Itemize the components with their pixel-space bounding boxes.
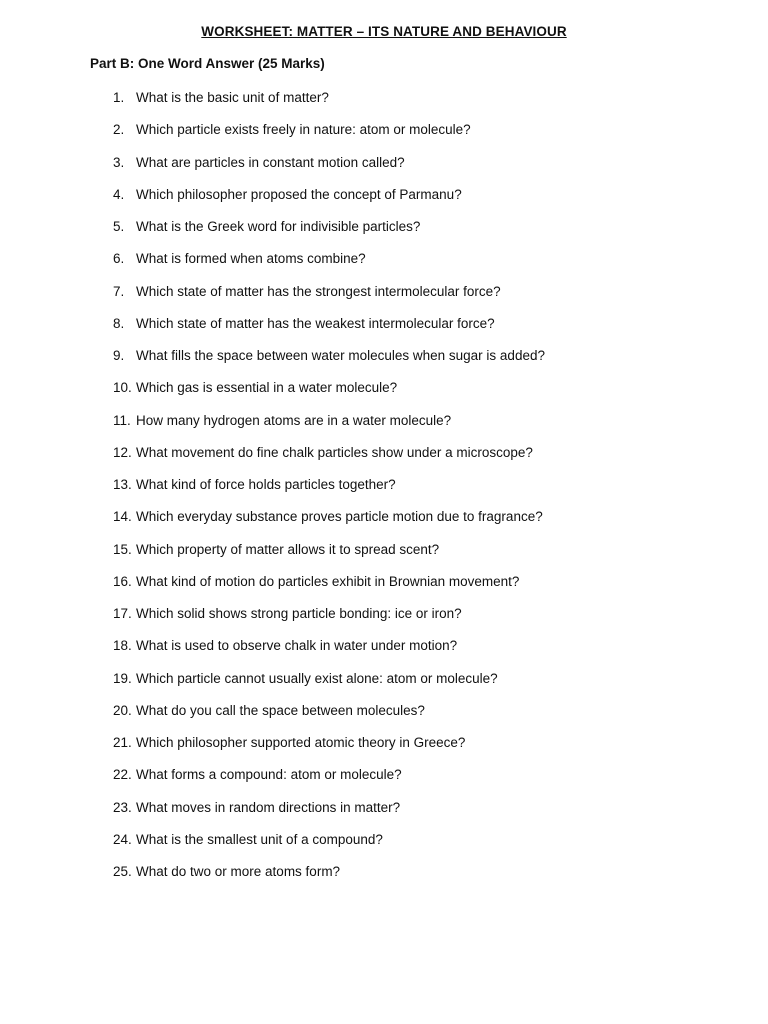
question-number: 10. xyxy=(113,380,132,396)
question-text: What is the smallest unit of a compound? xyxy=(136,831,383,847)
question-number: 14. xyxy=(113,509,132,525)
question-number: 7. xyxy=(113,283,125,299)
question-number: 25. xyxy=(113,864,132,879)
question-number: 8. xyxy=(113,315,125,331)
question-text: Which particle exists freely in nature: atom or molecule? xyxy=(136,122,471,138)
question-number: 9. xyxy=(113,348,125,363)
question-number: 24. xyxy=(113,831,132,847)
question-text: What is formed when atoms combine? xyxy=(136,251,366,267)
question-number: 21. xyxy=(113,735,132,750)
question-number: 23. xyxy=(113,799,132,815)
question-text: What is the basic unit of matter? xyxy=(136,90,329,105)
question-text: What do you call the space between molecules? xyxy=(136,702,425,718)
question-number: 13. xyxy=(113,477,132,492)
question-text: What are particles in constant motion called? xyxy=(136,154,405,170)
question-number: 5. xyxy=(113,219,125,234)
question-text: What forms a compound: atom or molecule? xyxy=(136,767,402,783)
part-heading: Part B: One Word Answer (25 Marks) xyxy=(90,56,325,71)
question-text: What fills the space between water molecules when sugar is added? xyxy=(136,348,545,363)
question-text: How many hydrogen atoms are in a water molecule? xyxy=(136,412,452,428)
question-text: Which philosopher supported atomic theory in Greece? xyxy=(136,735,466,750)
question-number: 20. xyxy=(113,702,132,718)
question-text: What do two or more atoms form? xyxy=(136,864,341,879)
question-number: 17. xyxy=(113,606,132,621)
question-number: 6. xyxy=(113,251,125,267)
question-text: Which gas is essential in a water molecule? xyxy=(136,380,398,396)
question-number: 11. xyxy=(113,412,131,428)
question-text: Which solid shows strong particle bonding: ice or iron? xyxy=(136,606,462,621)
question-text: Which particle cannot usually exist alone: atom or molecule? xyxy=(136,670,498,686)
question-text: What is used to observe chalk in water under motion? xyxy=(136,638,458,654)
question-text: Which philosopher proposed the concept of Parmanu? xyxy=(136,186,462,202)
question-text: What moves in random directions in matter? xyxy=(136,799,401,815)
question-number: 12. xyxy=(113,444,132,460)
question-text: Which everyday substance proves particle motion due to fragrance? xyxy=(136,509,543,525)
question-text: Which state of matter has the weakest intermolecular force? xyxy=(136,315,495,331)
question-text: What kind of motion do particles exhibit in Brownian movement? xyxy=(136,573,520,589)
question-text: What movement do fine chalk particles show under a microscope? xyxy=(136,444,533,460)
worksheet-title: WORKSHEET: MATTER – ITS NATURE AND BEHAVIOUR xyxy=(201,24,567,39)
question-text: Which state of matter has the strongest intermolecular force? xyxy=(136,283,501,299)
question-number: 18. xyxy=(113,638,132,654)
question-number: 3. xyxy=(113,154,125,170)
question-number: 15. xyxy=(113,541,132,557)
question-number: 22. xyxy=(113,767,132,783)
question-number: 16. xyxy=(113,573,132,589)
question-number: 1. xyxy=(113,90,125,105)
question-number: 4. xyxy=(113,186,125,202)
question-number: 2. xyxy=(113,122,125,138)
question-number: 19. xyxy=(113,670,132,686)
question-text: What kind of force holds particles together? xyxy=(136,477,396,492)
question-text: Which property of matter allows it to spread scent? xyxy=(136,541,440,557)
question-text: What is the Greek word for indivisible particles? xyxy=(136,219,421,234)
